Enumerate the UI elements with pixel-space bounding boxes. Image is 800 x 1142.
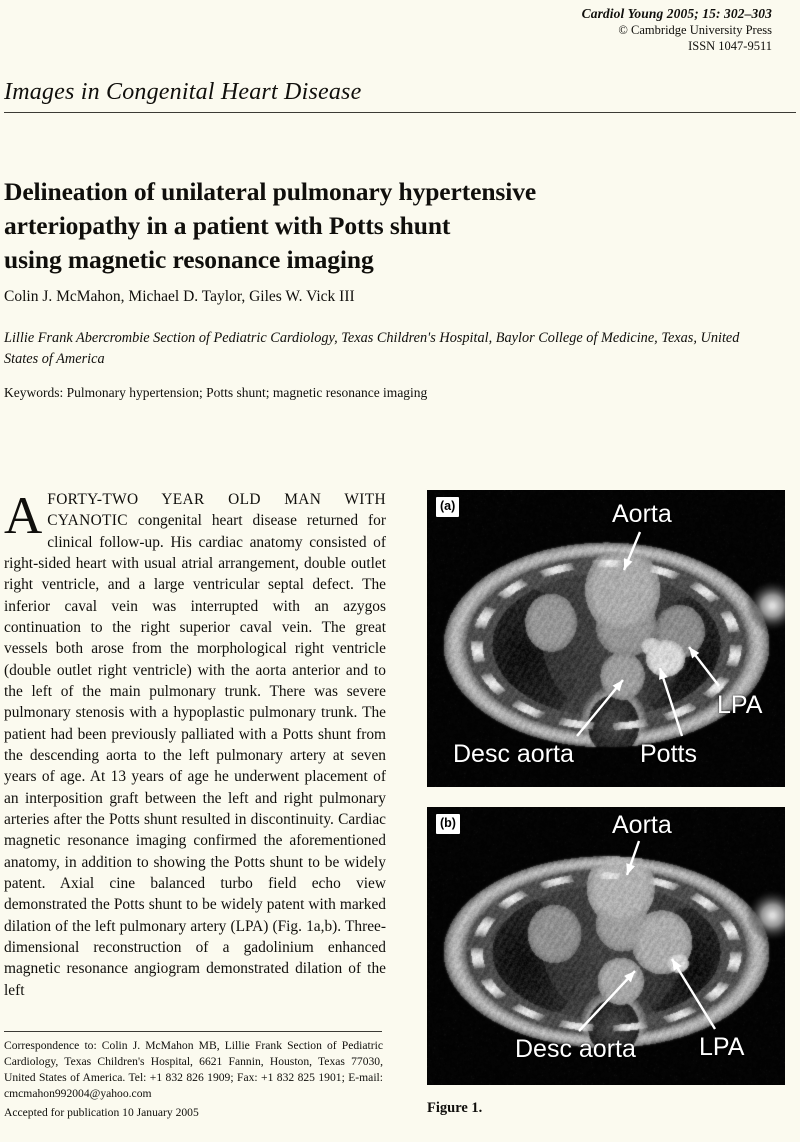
drop-cap: A — [4, 487, 43, 545]
panel-label-a: (a) — [436, 497, 459, 517]
publisher-line: © Cambridge University Press — [618, 23, 772, 38]
opening-small-caps: FORTY-TWO YEAR OLD MAN WITH CYANOTIC — [47, 491, 386, 530]
annotation-lpa-b: LPA — [699, 1033, 745, 1061]
annotation-desc-aorta-a: Desc aorta — [453, 740, 574, 768]
panel-label-b: (b) — [436, 814, 460, 834]
annotation-aorta-a: Aorta — [612, 500, 672, 528]
running-head — [582, 5, 772, 54]
affiliation: Lillie Frank Abercrombie Section of Pediatric Cardiology, Texas Children's Hospital, Baylor College of Medicine, Texas, United States of America — [4, 330, 740, 367]
figure-caption: Figure 1. — [427, 1100, 483, 1116]
footnote-divider — [4, 1031, 382, 1032]
issn-line: ISSN 1047-9511 — [688, 39, 772, 54]
keywords: Keywords: Pulmonary hypertension; Potts shunt; magnetic resonance imaging — [4, 385, 428, 400]
mri-panel-b — [427, 807, 785, 1085]
journal-reference: Cardiol Young 2005; 15: 302–303 — [581, 6, 772, 21]
annotation-potts-a: Potts — [640, 740, 697, 768]
title-line-3: using magnetic resonance imaging — [4, 245, 374, 275]
page-title — [4, 175, 644, 277]
accepted-date: Accepted for publication 10 January 2005 — [4, 1106, 199, 1119]
section-heading: Images in Congenital Heart Disease — [4, 79, 362, 105]
article-body — [4, 489, 386, 1001]
annotation-desc-aorta-b: Desc aorta — [515, 1035, 636, 1063]
header-divider — [4, 112, 796, 113]
body-text: congenital heart disease returned for clinical follow-up. His cardiac anatomy consisted of right-sided heart with usual atrial arrangement, double outlet right ventricle, and a large ventricular septal defect. The inferior caval vein was interrupted with an azygos continuation to the right superior caval vein. The great vessels both arose from the morphological right ventricle (double outlet right ventricle) with the aorta anterior and to the left of the main pulmonary trunk. There was severe pulmonary stenosis with a hypoplastic pulmonary trunk. The patient had been previously palliated with a Potts shunt from the descending aorta to the left pulmonary artery at seven years of age. At 13 years of age he underwent placement of an interposition graft between the left and right pulmonary arteries after the Potts shunt resulted in discontinuity. Cardiac magnetic resonance imaging confirmed the aforementioned anatomy, in addition to showing the Potts shunt to be widely patent. Axial cine balanced turbo field echo view demonstrated the Potts shunt to be widely patent with marked dilation of the left pulmonary artery (LPA) (Fig. 1a,b). Three-dimensional reconstruction of a gadolinium enhanced magnetic resonance angiogram demonstrated dilation of the left — [4, 512, 386, 999]
author-list: Colin J. McMahon, Michael D. Taylor, Giles W. Vick III — [4, 288, 355, 305]
mri-panel-a — [427, 490, 785, 787]
correspondence-note: Correspondence to: Colin J. McMahon MB, Lillie Frank Section of Pediatric Cardiology, Texas Children's Hospital, 6621 Fannin, Houston, Texas 77030, United States of America. Tel: +1 832 826 1909; Fax: +1 832 825 1901; E-mail: cmcmahon992004@yahoo.com — [4, 1039, 383, 1100]
title-line-2: arteriopathy in a patient with Potts shunt — [4, 211, 451, 241]
title-line-1: Delineation of unilateral pulmonary hypertensive — [4, 177, 537, 207]
annotation-lpa-a: LPA — [717, 691, 763, 719]
annotation-aorta-b: Aorta — [612, 811, 672, 839]
